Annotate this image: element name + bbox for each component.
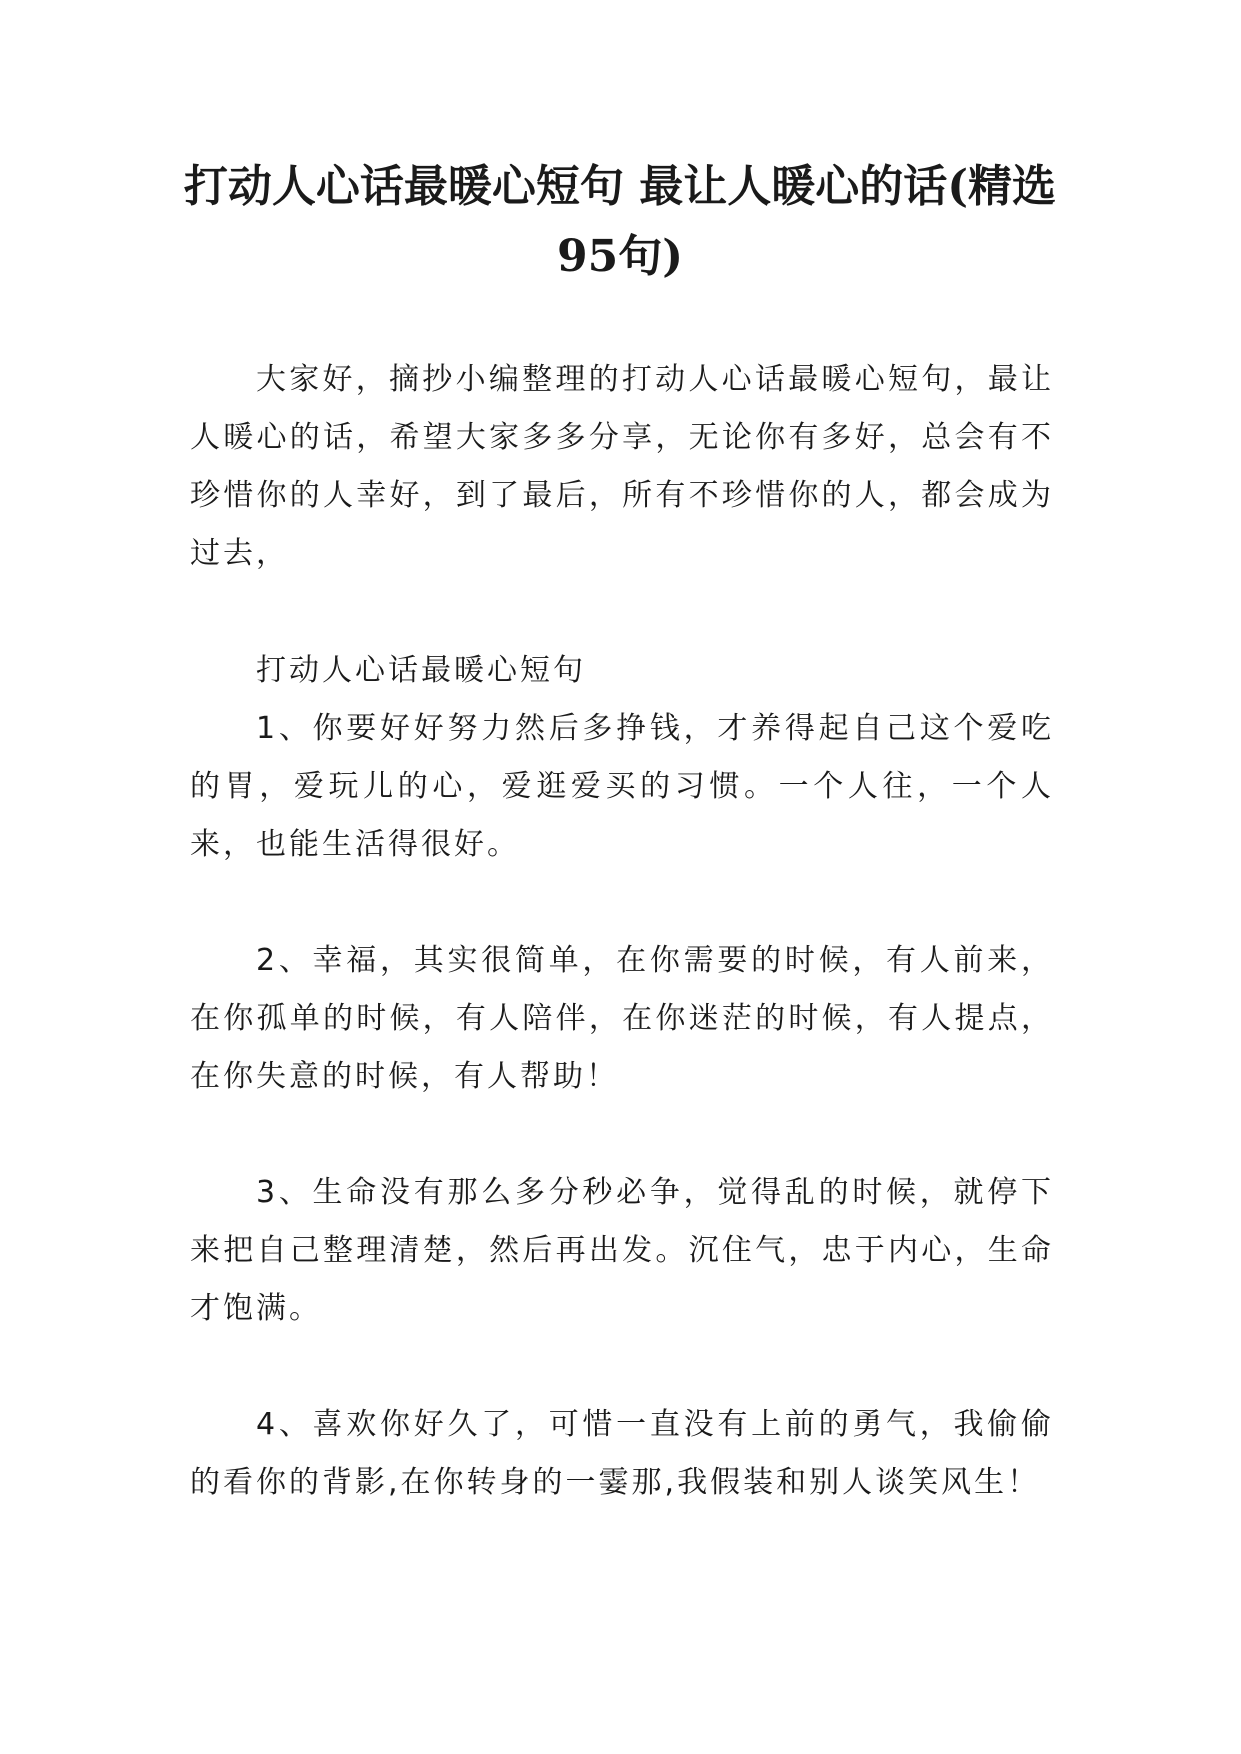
list-item: 4、喜欢你好久了，可惜一直没有上前的勇气，我偷偷的看你的背影,在你转身的一霎那,我假装和别人谈笑风生！	[190, 1407, 1054, 1500]
intro-paragraph: 大家好，摘抄小编整理的打动人心话最暖心短句，最让人暖心的话，希望大家多多分享，无论你有多好，总会有不珍惜你的人幸好，到了最后，所有不珍惜你的人，都会成为过去，	[190, 362, 1054, 571]
list-item: 2、幸福，其实很简单，在你需要的时候，有人前来，在你孤单的时候，有人陪伴，在你迷茫的时候，有人提点，在你失意的时候，有人帮助！	[190, 943, 1054, 1094]
section-heading: 打动人心话最暖心短句	[256, 653, 586, 688]
document-title: 打动人心话最暖心短句 最让人暖心的话(精选95句)	[183, 161, 1057, 282]
list-item: 3、生命没有那么多分秒必争，觉得乱的时候，就停下来把自己整理清楚，然后再出发。沉住气，忠于内心，生命才饱满。	[190, 1175, 1054, 1326]
list-item: 1、你要好好努力然后多挣钱，才养得起自己这个爱吃的胃，爱玩儿的心，爱逛爱买的习惯。一个人往，一个人来，也能生活得很好。	[190, 711, 1054, 862]
